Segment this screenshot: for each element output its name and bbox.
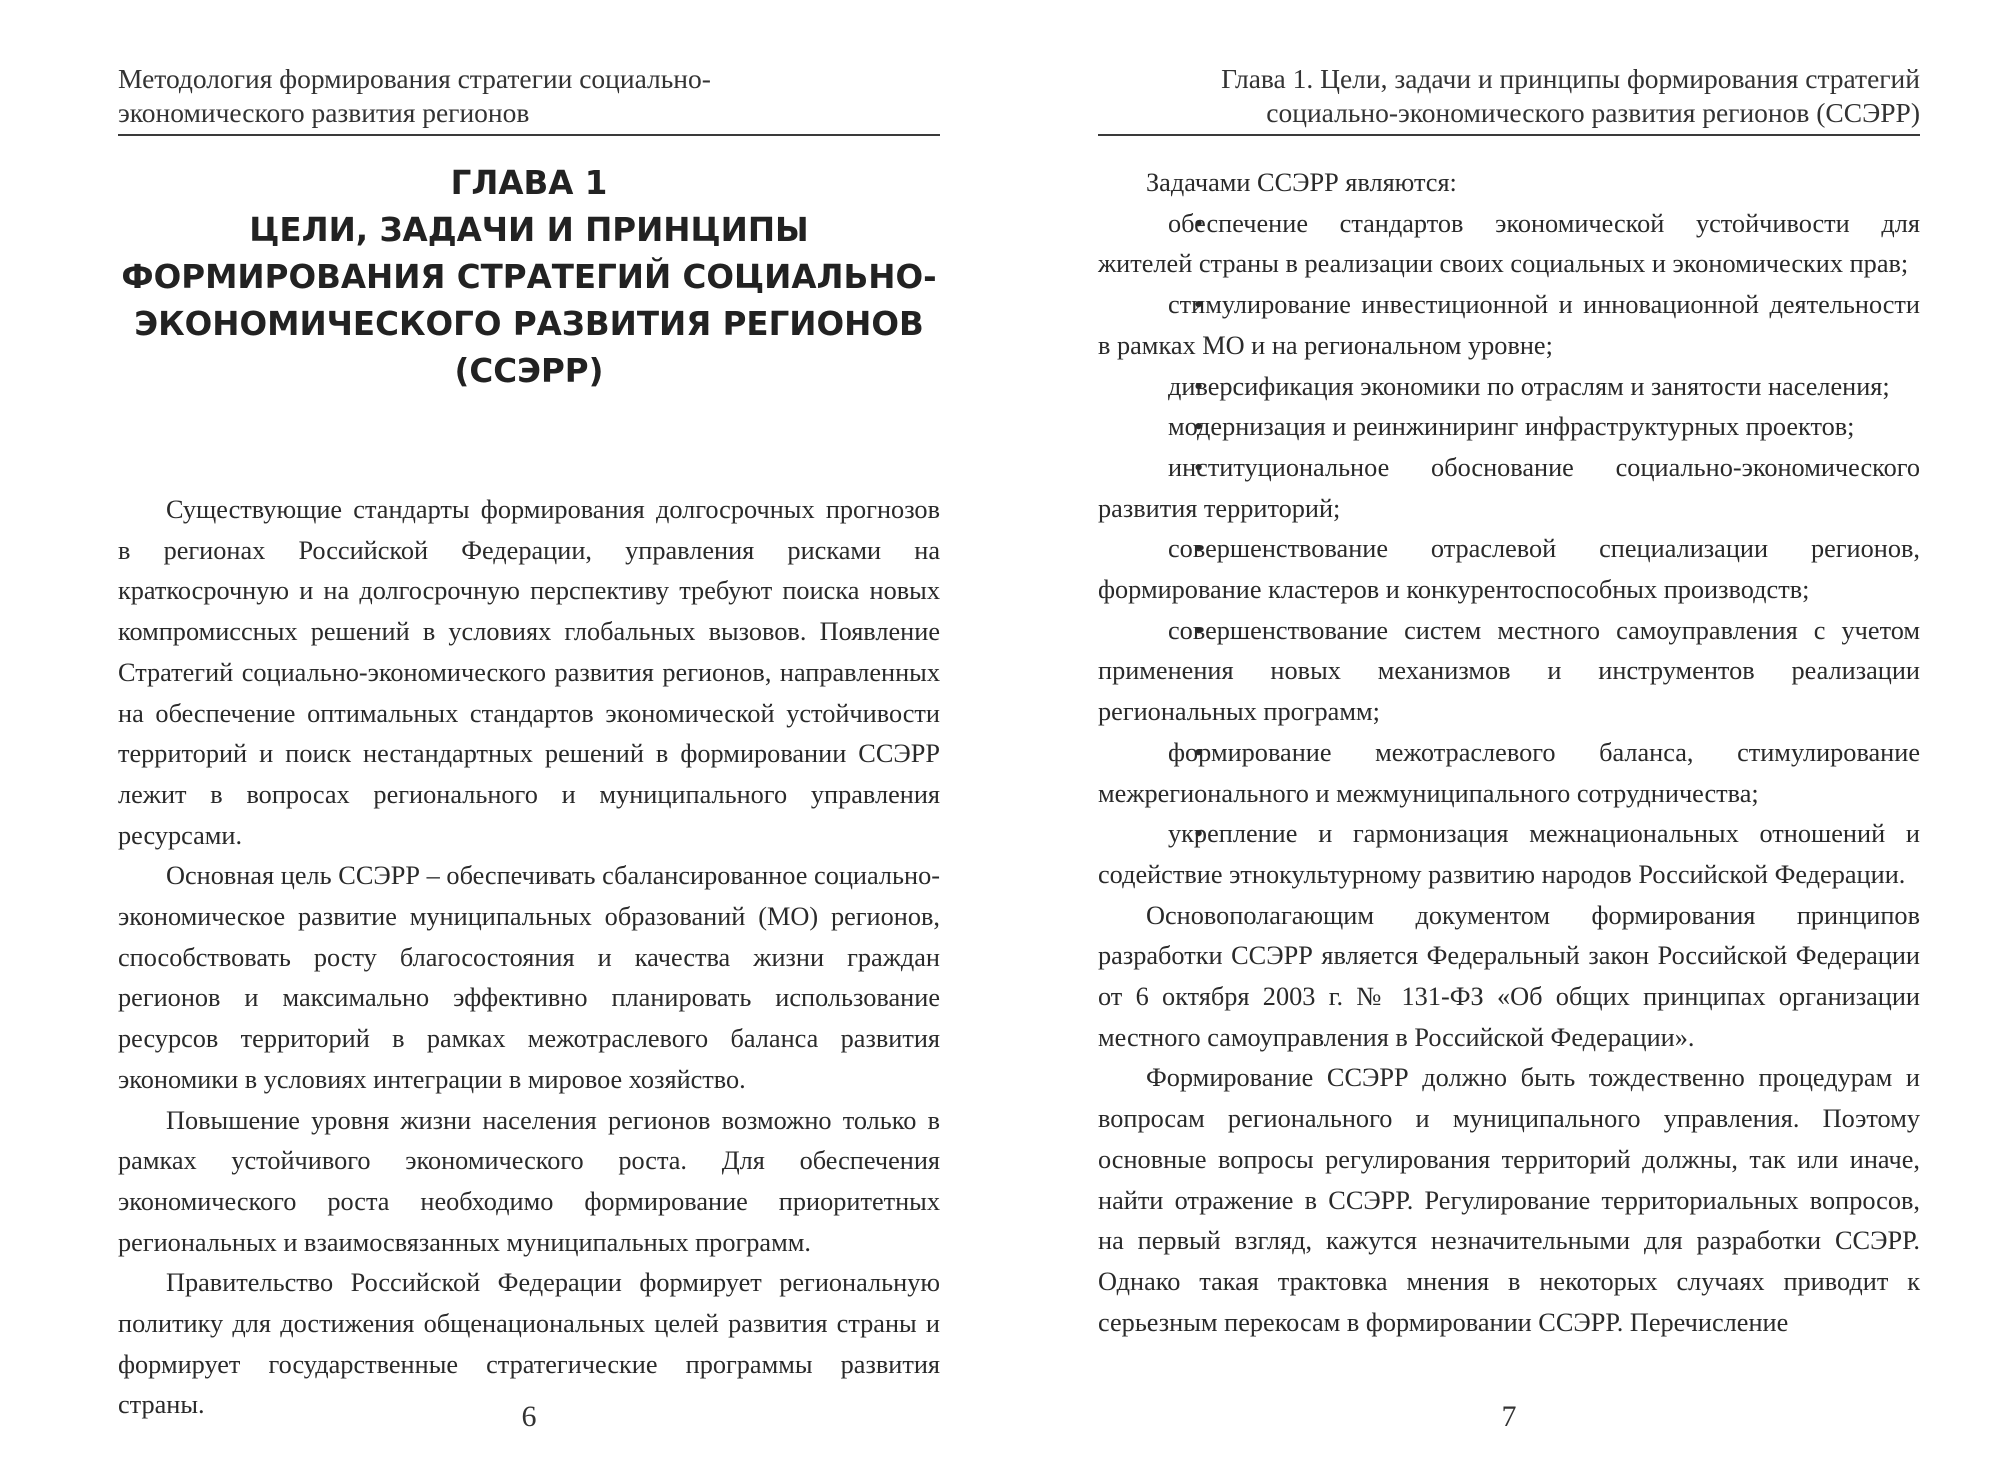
left-running-head-line-2: экономического развития регионов <box>118 97 530 128</box>
paragraph: Основная цель ССЭРР – обеспечивать сбалансированное социально-экономическое развитие муниципальных образований (МО) регионов, способствовать росту благосостояния и качества жизни граждан регионов и максимально эффективно планировать использование ресурсов территорий в рамках межотраслевого баланса развития экономики в условиях интеграции в мировое хозяйство. <box>118 861 940 1094</box>
list-item: • стимулирование инвестиционной и инновационной деятельности в рамках МО и на региональном уровне; <box>1098 285 1920 366</box>
left-body-text <box>118 490 940 1426</box>
paragraph: Повышение уровня жизни населения регионов возможно только в рамках устойчивого экономического роста. Для обеспечения экономического роста необходимо формирование приоритетных региональных и взаимосвязанных муниципальных программ. <box>118 1105 940 1257</box>
left-running-head-line-1: Методология формирования стратегии социально- <box>118 63 711 94</box>
paragraph: Правительство Российской Федерации формирует региональную политику для достижения общенациональных целей развития страны и формирует государственные стратегические программы развития страны. <box>118 1268 940 1420</box>
list-item: • формирование межотраслевого баланса, стимулирование межрегионального и межмуниципального сотрудничества; <box>1098 733 1920 814</box>
right-running-head-line-2: социально-экономического развития регионов (ССЭРР) <box>1266 97 1920 128</box>
chapter-title-line-3: ФОРМИРОВАНИЯ СТРАТЕГИЙ СОЦИАЛЬНО- <box>121 258 937 296</box>
list-item: • совершенствование систем местного самоуправления с учетом применения новых механизмов и инструментов реализации региональных программ; <box>1098 611 1920 733</box>
tasks-intro: Задачами ССЭРР являются: <box>1146 168 1457 197</box>
left-page-number: 6 <box>521 1400 537 1433</box>
right-running-head <box>1098 62 1920 136</box>
left-running-head <box>118 62 940 136</box>
list-item: • совершенствование отраслевой специализации регионов, формирование кластеров и конкурентоспособных производств; <box>1098 529 1920 610</box>
list-item: • модернизация и реинжиниринг инфраструктурных проектов; <box>1098 407 1920 448</box>
right-page <box>1098 0 1920 1473</box>
left-page <box>118 0 940 1473</box>
list-item: • институциональное обоснование социально-экономического развития территорий; <box>1098 448 1920 529</box>
chapter-title <box>118 160 940 395</box>
chapter-title-line-5: (ССЭРР) <box>454 352 604 390</box>
chapter-title-line-2: ЦЕЛИ, ЗАДАЧИ И ПРИНЦИПЫ <box>249 211 809 249</box>
right-running-head-line-1: Глава 1. Цели, задачи и принципы формирования стратегий <box>1221 63 1920 94</box>
chapter-title-line-4: ЭКОНОМИЧЕСКОГО РАЗВИТИЯ РЕГИОНОВ <box>134 305 924 343</box>
paragraph: Формирование ССЭРР должно быть тождественно процедурам и вопросам регионального и муниципального управления. Поэтому основные вопросы регулирования территорий должны, так или иначе, найти отражение в ССЭРР. Регулирование территориальных вопросов, на первый взгляд, кажутся незначительными для разработки ССЭРР. Однако такая трактовка мнения в некоторых случаях приводит к серьезным перекосам в формировании ССЭРР. Перечисление <box>1098 1063 1920 1337</box>
right-body-text <box>1098 163 1920 1343</box>
right-page-number: 7 <box>1501 1400 1517 1433</box>
list-item: • диверсификация экономики по отраслям и занятости населения; <box>1098 367 1920 408</box>
list-item: • укрепление и гармонизация межнациональных отношений и содействие этнокультурному развитию народов Российской Федерации. <box>1098 814 1920 895</box>
paragraph: Существующие стандарты формирования долгосрочных прогнозов в регионах Российской Федерации, управления рисками на краткосрочную и на долгосрочную перспективу требуют поиска новых компромиссных решений в условиях глобальных вызовов. Появление Стратегий социально-экономического развития регионов, направленных на обеспечение оптимальных стандартов экономической устойчивости территорий и поиск нестандартных решений в формировании ССЭРР лежит в вопросах регионального и муниципального управления ресурсами. <box>118 495 940 850</box>
paragraph: Основополагающим документом формирования принципов разработки ССЭРР является Федеральный закон Российской Федерации от 6 октября 2003 г. № 131-ФЗ «Об общих принципах организации местного самоуправления в Российской Федерации». <box>1098 900 1920 1052</box>
list-item: • обеспечение стандартов экономической устойчивости для жителей страны в реализации своих социальных и экономических прав; <box>1098 204 1920 285</box>
chapter-title-line-1: ГЛАВА 1 <box>450 164 608 202</box>
